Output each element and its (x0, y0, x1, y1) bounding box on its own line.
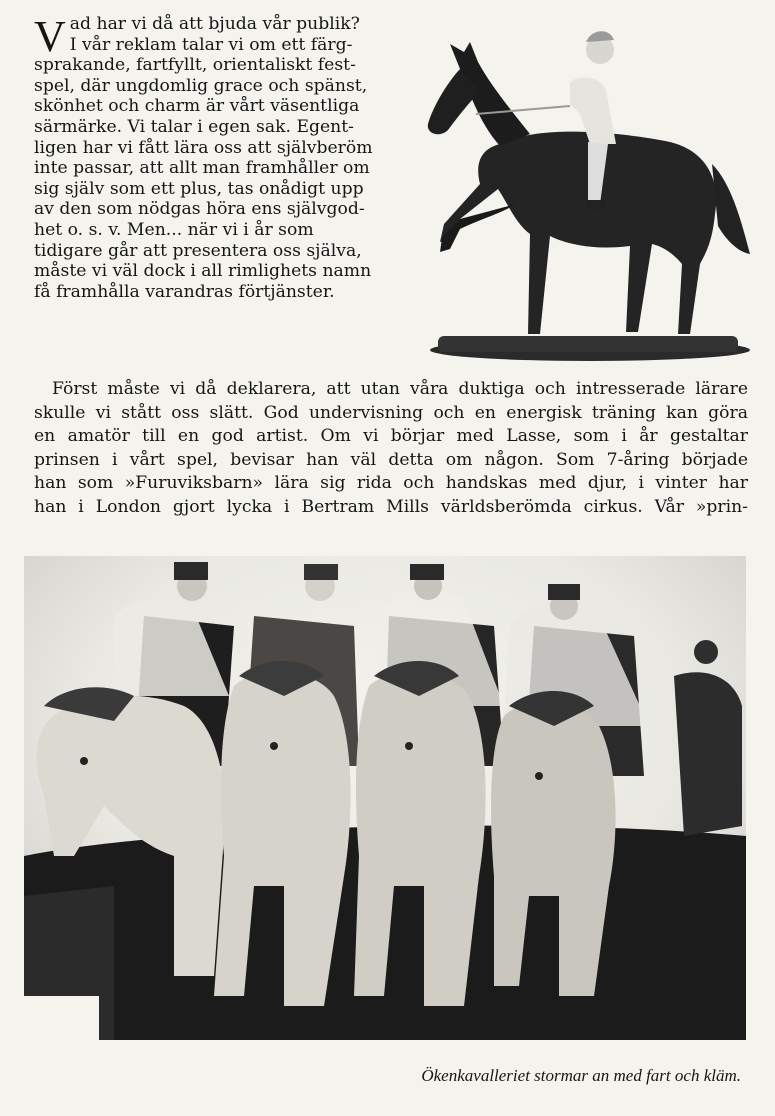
intro-line: spel, där ungdomlig grace och spänst, (34, 75, 368, 96)
photo-caption: Ökenkavalleriet stormar an med fart och kläm. (421, 1066, 741, 1085)
intro-line: sig själv som ett plus, tas onådigt upp (34, 178, 364, 199)
intro-line: av den som nödgas höra ens självgod- (34, 199, 365, 220)
rider-horse-illustration (420, 14, 756, 366)
intro-line: skönhet och charm är vårt väsentliga (34, 96, 360, 117)
cavalry-photo (24, 556, 746, 1040)
cavalry-illustration (24, 556, 746, 1040)
body-paragraph (34, 378, 748, 520)
body-line: han som »Furuviksbarn» lära sig rida och handskas med djur, i vinter har (34, 473, 748, 494)
body-line: Först måste vi då deklarera, att utan våra duktiga och intresserade lärare (52, 379, 748, 399)
intro-line: särmärke. Vi talar i egen sak. Egent- (34, 116, 354, 137)
body-line: en amatör till en god artist. Om vi börjar med Lasse, som i år gestaltar (34, 426, 748, 447)
intro-line: sprakande, fartfyllt, orientaliskt fest- (34, 55, 356, 76)
intro-paragraph (34, 14, 406, 302)
intro-line: ad har vi då att bjuda vår publik? (69, 14, 360, 34)
intro-line: inte passar, att allt man framhåller om (34, 158, 370, 179)
intro-line: ligen har vi fått lära oss att självberöm (34, 137, 373, 158)
intro-line: få framhålla varandras förtjänster. (34, 281, 335, 302)
body-line: skulle vi stått oss slätt. God undervisning och en energisk träning kan göra (34, 402, 748, 423)
intro-line: I vår reklam talar vi om ett färg- (69, 34, 353, 55)
intro-line: het o. s. v. Men... när vi i år som (34, 219, 314, 240)
body-line: han i London gjort lycka i Bertram Mills världsberömda cirkus. Vår »prin- (34, 496, 748, 517)
intro-line: tidigare går att presentera oss själva, (34, 240, 362, 261)
drop-cap: V (34, 12, 66, 61)
intro-line: måste vi väl dock i all rimlighets namn (34, 261, 372, 282)
body-line: prinsen i vårt spel, bevisar han väl detta om någon. Som 7-åring började (34, 449, 748, 470)
rider-horse-photo (420, 14, 756, 366)
